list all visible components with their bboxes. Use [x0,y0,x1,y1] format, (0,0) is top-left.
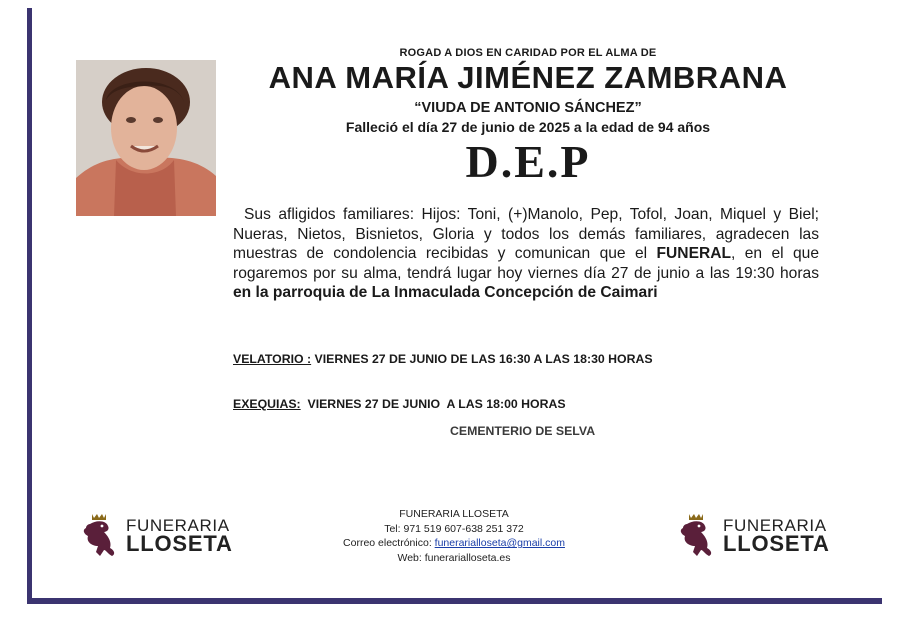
lion-rampant-icon [677,512,715,558]
velatorio-text: VIERNES 27 DE JUNIO DE LAS 16:30 A LAS 18:30 HORAS [311,352,653,366]
body-text-2: , en el que rogaremos por su alma, tendrá lugar hoy viernes día 27 de junio a las 19:30 horas [233,245,819,282]
intro-line: ROGAD A DIOS EN CARIDAD POR EL ALMA DE [399,47,657,59]
dep-heading: D.E.P [465,136,591,187]
body-text-1: Sus afligidos familiares: Hijos: Toni, (+)Manolo, Pep, Tofol, Joan, Miquel y Biel; Nueras, Nietos, Bisnietos, Gloria y todos los demás familiares, agradecen las muestras de condolencia recibidas y comunican que el [233,206,819,263]
funeraria-logo-left [80,510,233,560]
contact-email-line [300,536,608,551]
logo-text-line1: FUNERARIA [723,516,827,535]
exequias-line [233,397,566,411]
contact-phone: Tel: 971 519 607-638 251 372 [384,522,524,535]
contact-block [300,507,608,565]
contact-email-link[interactable]: funerarialloseta@gmail.com [434,537,565,550]
frame-bottom-border [27,598,882,604]
funeraria-logo-right [677,510,830,560]
announcement-body [233,205,819,303]
exequias-text: VIERNES 27 DE JUNIO A LAS 18:00 HORAS [300,397,566,411]
contact-email-label: Correo electrónico: [343,537,435,550]
contact-web: Web: funerarialloseta.es [397,551,511,564]
funeral-word: FUNERAL [656,245,732,263]
logo-text-line2: LLOSETA [126,531,233,556]
widow-line: “VIUDA DE ANTONIO SÁNCHEZ” [414,100,642,116]
lion-rampant-icon [80,512,118,558]
velatorio-line [233,352,653,366]
logo-text-line1: FUNERARIA [126,516,230,535]
funeral-place: en la parroquia de La Inmaculada Concepción de Caimari [233,284,658,302]
exequias-label: EXEQUIAS: [233,397,301,411]
logo-text-line2: LLOSETA [723,531,830,556]
deceased-name: ANA MARÍA JIMÉNEZ ZAMBRANA [268,60,788,95]
velatorio-label: VELATORIO : [233,352,312,366]
contact-company: FUNERARIA LLOSETA [399,508,509,520]
death-date-line: Falleció el día 27 de junio de 2025 a la edad de 94 años [345,119,711,135]
frame-left-border [27,8,32,604]
cemetery-line: CEMENTERIO DE SELVA [450,424,596,438]
